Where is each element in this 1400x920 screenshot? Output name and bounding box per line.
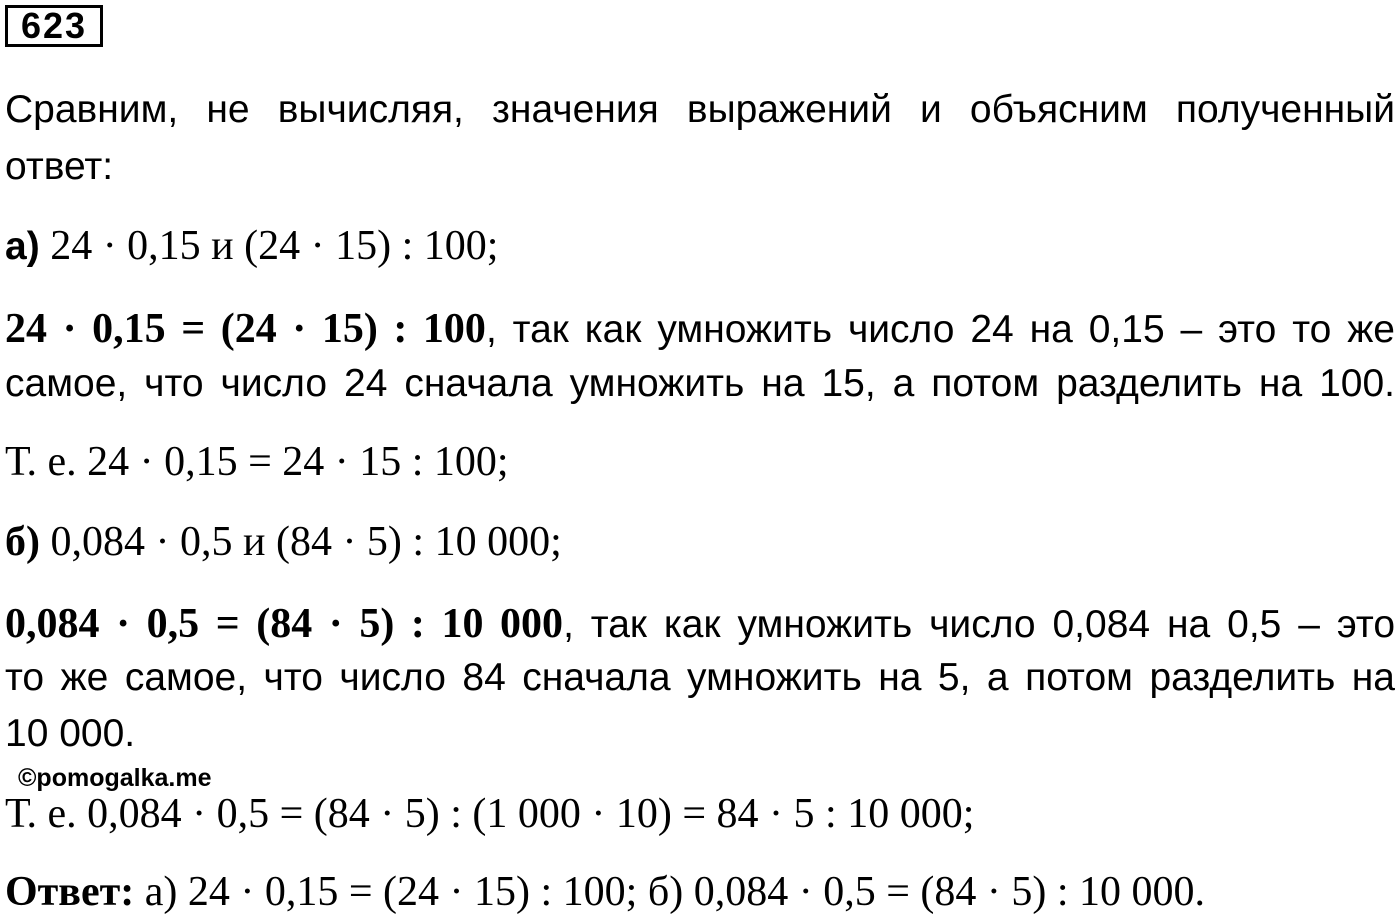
part-b-explanation-line-2: то же самое, что число 84 сначала умножить на 5, а потом разделить на (5, 656, 1395, 699)
part-a-task-text: 24 · 0,15 и (24 · 15) : 100; (39, 223, 499, 269)
part-b-expl-text-1: , так как умножить число 0,084 на 0,5 – это (563, 603, 1396, 646)
part-a-bold-result: 24 · 0,15 = (24 · 15) : 100 (5, 306, 486, 352)
problem-number: 623 (5, 5, 103, 47)
part-b-explanation-line-1 (5, 600, 1395, 648)
part-a-explanation-line-1 (5, 305, 1395, 353)
part-a-expl-text-1: , так как умножить число 24 на 0,15 – это то же (485, 308, 1395, 351)
intro-line-1: Сравним, не вычисляя, значения выражений и объясним полученный (5, 88, 1395, 131)
part-a-explanation-line-2: самое, что число 24 сначала умножить на 15, а потом разделить на 100. (5, 362, 1395, 405)
answer-label: Ответ: (5, 869, 135, 915)
part-b-ie: Т. е. 0,084 · 0,5 = (84 · 5) : (1 000 · 10) = 84 · 5 : 10 000; (5, 791, 975, 837)
part-b-explanation-line-3: 10 000. (5, 712, 136, 755)
part-b-task (5, 518, 562, 566)
part-a-ie: Т. е. 24 · 0,15 = 24 · 15 : 100; (5, 439, 509, 485)
intro-line-2: ответ: (5, 145, 114, 188)
watermark: ©pomogalka.me (18, 764, 212, 792)
answer-text: а) 24 · 0,15 = (24 · 15) : 100; б) 0,084 · 0,5 = (84 · 5) : 10 000. (134, 869, 1206, 915)
part-b-task-text: 0,084 · 0,5 и (84 · 5) : 10 000; (40, 519, 562, 565)
part-a-label: а) (5, 225, 40, 268)
part-a-task (5, 222, 498, 270)
answer-line (5, 868, 1205, 916)
part-b-bold-result: 0,084 · 0,5 = (84 · 5) : 10 000 (5, 601, 564, 647)
part-b-label: б) (5, 519, 40, 565)
